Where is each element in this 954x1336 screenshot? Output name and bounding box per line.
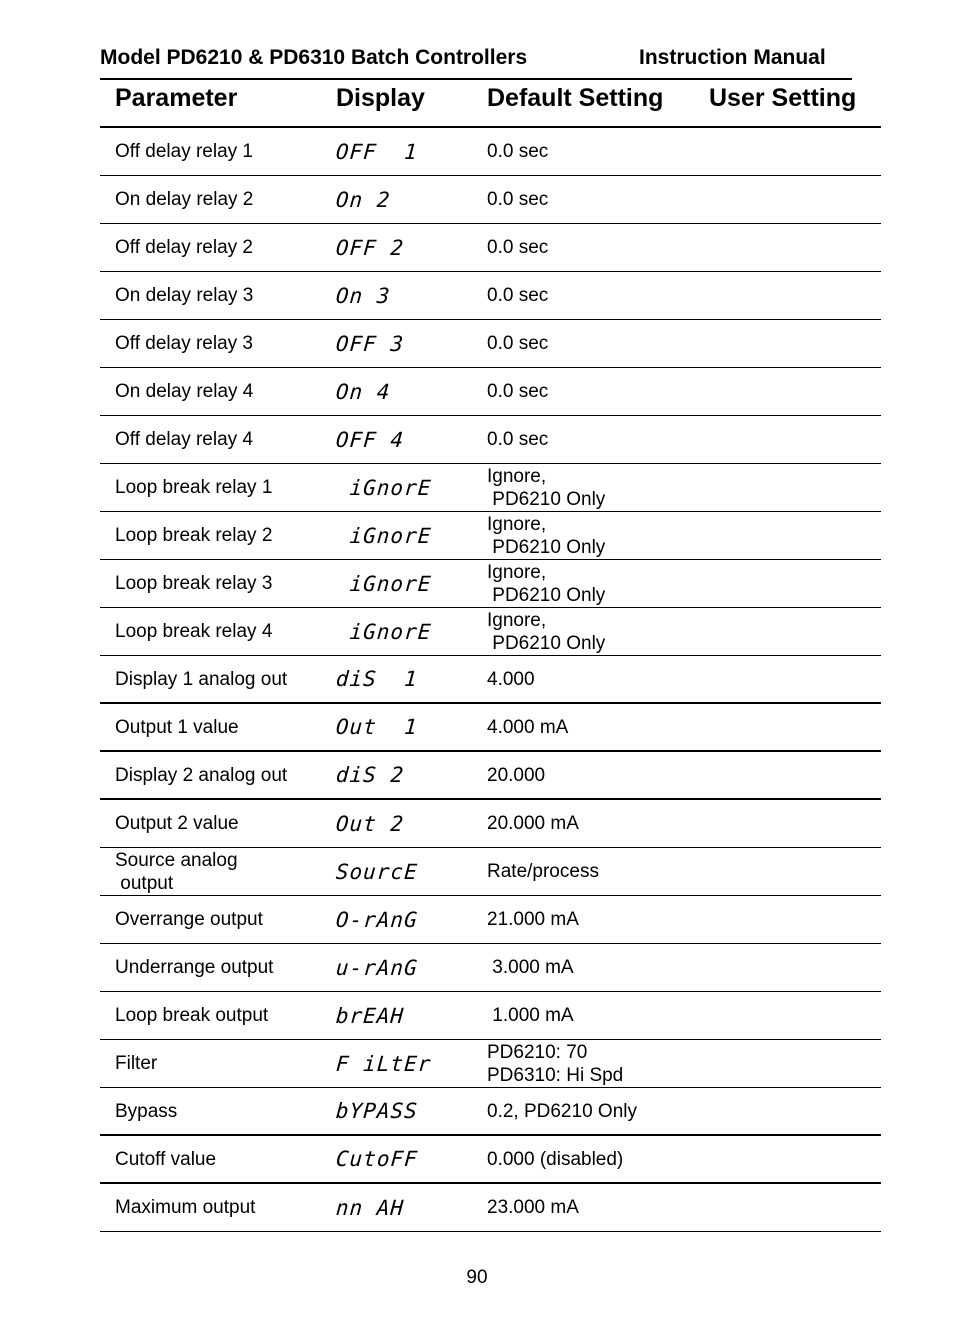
display-code-cell: On 4 bbox=[335, 379, 392, 404]
display-code-cell: iGnorE bbox=[335, 523, 433, 548]
column-header-default-setting: Default Setting bbox=[487, 84, 664, 112]
default-setting-cell: Ignore, PD6210 Only bbox=[487, 561, 606, 606]
default-setting-cell: 0.2, PD6210 Only bbox=[487, 1100, 637, 1122]
display-code-cell: OFF 2 bbox=[335, 235, 406, 260]
table-row bbox=[100, 704, 881, 752]
default-setting-cell: 20.000 mA bbox=[487, 813, 579, 834]
table-row bbox=[100, 224, 881, 272]
display-code-cell: OFF 3 bbox=[335, 331, 406, 356]
parameter-cell: Source analog output bbox=[115, 849, 238, 894]
column-header-parameter: Parameter bbox=[115, 84, 238, 112]
parameter-cell: Display 1 analog out bbox=[115, 668, 288, 690]
table-body bbox=[100, 128, 881, 1232]
table-row bbox=[100, 272, 881, 320]
default-setting-cell: 4.000 bbox=[487, 668, 535, 690]
display-code-cell: iGnorE bbox=[335, 619, 433, 644]
table-row bbox=[100, 1088, 881, 1136]
table-row bbox=[100, 1136, 881, 1184]
default-setting-cell: Ignore, PD6210 Only bbox=[487, 609, 606, 654]
parameter-cell: Off delay relay 2 bbox=[115, 237, 254, 258]
parameter-cell: Overrange output bbox=[115, 909, 263, 930]
table-row bbox=[100, 800, 881, 848]
display-code-cell: Out 1 bbox=[335, 715, 419, 739]
parameter-cell: Loop break relay 4 bbox=[115, 621, 273, 642]
display-code-cell: On 2 bbox=[335, 187, 392, 212]
parameter-cell: Display 2 analog out bbox=[115, 764, 288, 786]
table-row bbox=[100, 944, 881, 992]
display-code-cell: diS 2 bbox=[335, 763, 406, 787]
parameter-cell: On delay relay 4 bbox=[115, 381, 254, 402]
display-code-cell: CutoFF bbox=[335, 1147, 419, 1171]
default-setting-cell: 0.0 sec bbox=[487, 189, 549, 210]
default-setting-cell: Rate/process bbox=[487, 861, 599, 882]
parameter-cell: On delay relay 3 bbox=[115, 285, 254, 306]
table-row bbox=[100, 176, 881, 224]
default-setting-cell: 0.0 sec bbox=[487, 237, 549, 258]
default-setting-cell: 0.0 sec bbox=[487, 381, 549, 402]
table-row bbox=[100, 896, 881, 944]
display-code-cell: F iLtEr bbox=[335, 1051, 433, 1076]
display-code-cell: OFF 1 bbox=[335, 139, 419, 164]
parameter-cell: Output 1 value bbox=[115, 716, 239, 738]
document-title: Model PD6210 & PD6310 Batch Controllers bbox=[100, 46, 528, 69]
page-number: 90 bbox=[466, 1267, 488, 1288]
default-setting-cell: 0.0 sec bbox=[487, 333, 549, 354]
table-row bbox=[100, 1040, 881, 1088]
default-setting-cell: 0.0 sec bbox=[487, 429, 549, 450]
default-setting-cell: Ignore, PD6210 Only bbox=[487, 465, 606, 510]
table-row bbox=[100, 752, 881, 800]
display-code-cell: diS 1 bbox=[335, 667, 419, 691]
table-header bbox=[100, 78, 881, 128]
display-code-cell: nn AH bbox=[335, 1195, 406, 1220]
parameter-cell: Loop break output bbox=[115, 1005, 269, 1026]
parameter-cell: Output 2 value bbox=[115, 813, 239, 834]
display-code-cell: OFF 4 bbox=[335, 427, 406, 452]
default-setting-cell: 1.000 mA bbox=[487, 1005, 574, 1026]
default-setting-cell: 23.000 mA bbox=[487, 1197, 579, 1218]
parameter-cell: Maximum output bbox=[115, 1197, 256, 1218]
table-row bbox=[100, 848, 881, 896]
parameter-cell: Off delay relay 1 bbox=[115, 141, 254, 162]
page-header bbox=[100, 44, 852, 80]
parameter-cell: On delay relay 2 bbox=[115, 189, 254, 210]
table-row bbox=[100, 128, 881, 176]
display-code-cell: iGnorE bbox=[335, 571, 433, 596]
parameter-cell: Bypass bbox=[115, 1100, 178, 1122]
parameter-cell: Loop break relay 2 bbox=[115, 525, 273, 546]
table-row bbox=[100, 992, 881, 1040]
table-row bbox=[100, 464, 881, 512]
display-code-cell: u-rAnG bbox=[335, 955, 419, 980]
default-setting-cell: PD6210: 70 PD6310: Hi Spd bbox=[487, 1041, 624, 1086]
parameter-cell: Filter bbox=[115, 1053, 158, 1074]
display-code-cell: SourcE bbox=[335, 859, 419, 884]
column-header-user-setting: User Setting bbox=[709, 84, 857, 112]
table-row bbox=[100, 1184, 881, 1232]
table-row bbox=[100, 320, 881, 368]
default-setting-cell: 0.0 sec bbox=[487, 141, 549, 162]
table-row bbox=[100, 368, 881, 416]
table-row bbox=[100, 416, 881, 464]
display-code-cell: brEAH bbox=[335, 1003, 406, 1028]
parameter-cell: Loop break relay 1 bbox=[115, 477, 273, 498]
parameter-table bbox=[100, 78, 881, 1232]
default-setting-cell: 20.000 bbox=[487, 764, 546, 786]
default-setting-cell: Ignore, PD6210 Only bbox=[487, 513, 606, 558]
parameter-cell: Off delay relay 3 bbox=[115, 333, 254, 354]
display-code-cell: iGnorE bbox=[335, 475, 433, 500]
default-setting-cell: 0.000 (disabled) bbox=[487, 1148, 624, 1170]
display-code-cell: bYPASS bbox=[335, 1099, 419, 1123]
default-setting-cell: 0.0 sec bbox=[487, 285, 549, 306]
display-code-cell: O-rAnG bbox=[335, 907, 419, 932]
default-setting-cell: 4.000 mA bbox=[487, 716, 569, 738]
column-header-display: Display bbox=[336, 84, 425, 112]
display-code-cell: On 3 bbox=[335, 283, 392, 308]
table-row bbox=[100, 656, 881, 704]
table-row bbox=[100, 512, 881, 560]
parameter-cell: Loop break relay 3 bbox=[115, 573, 273, 594]
default-setting-cell: 3.000 mA bbox=[487, 957, 574, 978]
display-code-cell: Out 2 bbox=[335, 811, 406, 836]
table-row bbox=[100, 608, 881, 656]
parameter-cell: Off delay relay 4 bbox=[115, 429, 254, 450]
manual-label: Instruction Manual bbox=[639, 46, 826, 69]
table-row bbox=[100, 560, 881, 608]
parameter-cell: Underrange output bbox=[115, 957, 274, 978]
default-setting-cell: 21.000 mA bbox=[487, 909, 579, 930]
parameter-cell: Cutoff value bbox=[115, 1148, 217, 1170]
